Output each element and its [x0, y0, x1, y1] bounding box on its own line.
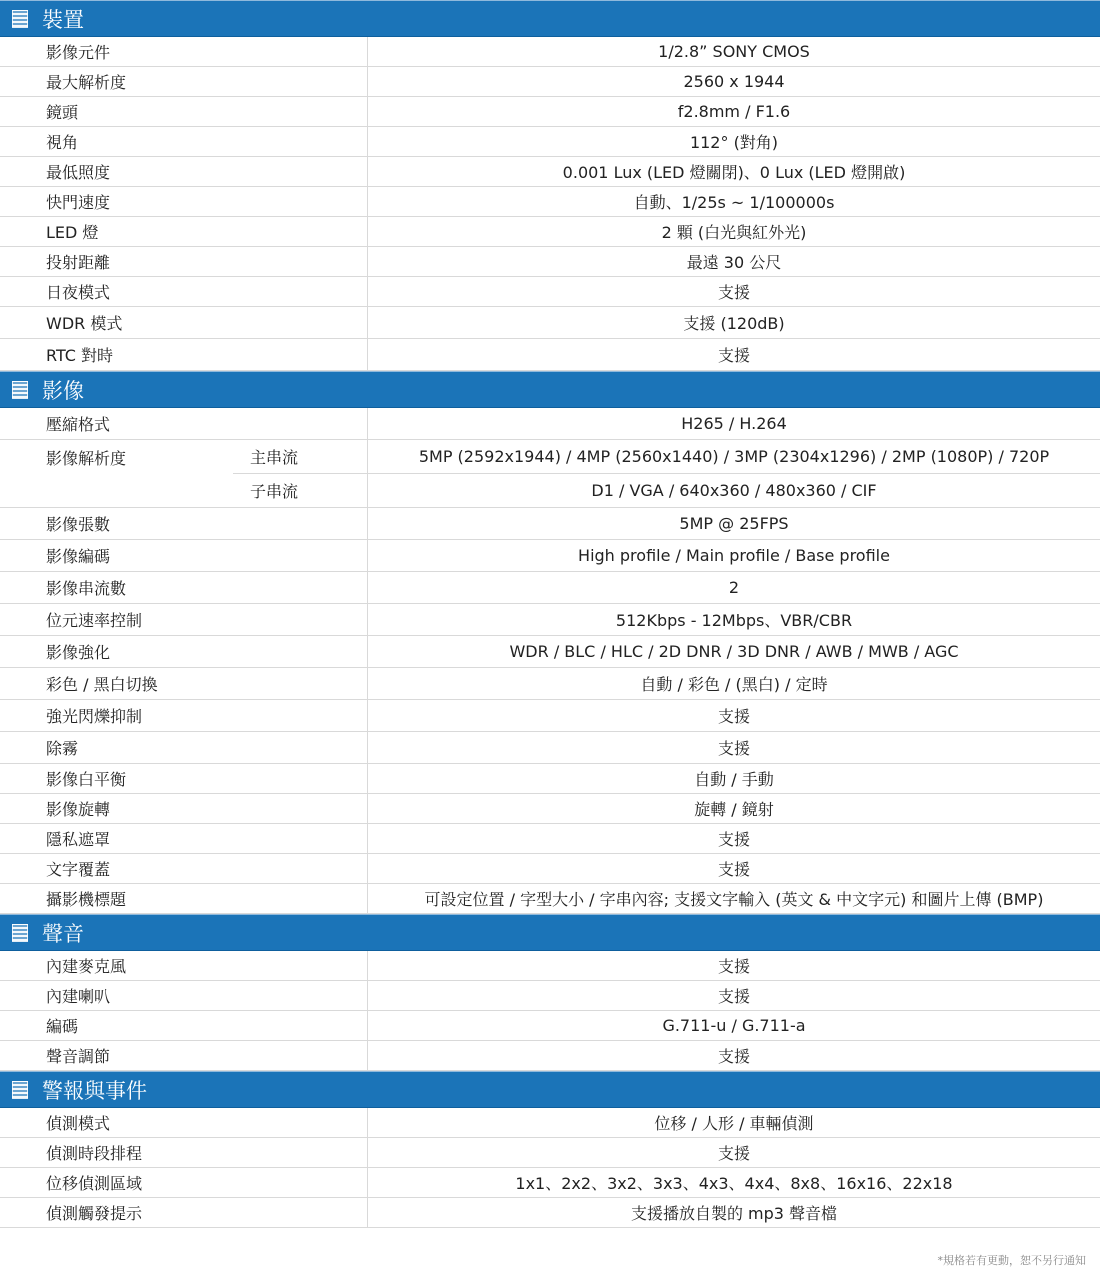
spec-row: [0, 37, 1100, 67]
spec-value: G.711-u / G.711-a: [662, 1016, 806, 1035]
spec-row: [0, 572, 1100, 604]
section-bullet-icon: [12, 1081, 28, 1099]
main-stream-value: 5MP (2592x1944) / 4MP (2560x1440) / 3MP (2304x1296) / 2MP (1080P) / 720P: [418, 447, 1050, 466]
spec-value: 支援: [717, 707, 750, 726]
spec-value: 支援: [717, 1144, 750, 1163]
spec-value: 可設定位置 / 字型大小 / 字串內容; 支援文字輸入 (英文 & 中文字元) 和圖片上傳 (BMP): [424, 890, 1044, 909]
spec-label: 位移偵測區域: [0, 1168, 368, 1197]
resolution-group: [0, 440, 1100, 508]
spec-label: LED 燈: [0, 217, 368, 246]
spec-label: 壓縮格式: [0, 408, 368, 439]
spec-row: [0, 187, 1100, 217]
spec-row: [0, 636, 1100, 668]
spec-value: 自動 / 手動: [694, 770, 774, 789]
section-title: 聲音: [42, 921, 84, 946]
spec-value: 支援: [717, 957, 750, 976]
spec-label: 內建喇叭: [0, 981, 368, 1010]
spec-row: [0, 1138, 1100, 1168]
spec-value: 1x1、2x2、3x2、3x3、4x3、4x4、8x8、16x16、22x18: [515, 1174, 953, 1193]
footnote: *規格若有更動，恕不另行通知: [937, 1254, 1086, 1267]
spec-label: 影像強化: [0, 636, 368, 667]
spec-value: f2.8mm / F1.6: [677, 102, 791, 121]
spec-label: 偵測觸發提示: [0, 1198, 368, 1227]
spec-row: [0, 307, 1100, 339]
spec-value: 自動、1/25s ~ 1/100000s: [633, 193, 835, 212]
spec-row: [0, 700, 1100, 732]
spec-row: [0, 1168, 1100, 1198]
spec-row: [0, 1198, 1100, 1228]
section-title: 裝置: [42, 7, 84, 32]
spec-row: [0, 884, 1100, 914]
spec-row: [0, 339, 1100, 371]
spec-label: 偵測時段排程: [0, 1138, 368, 1167]
spec-row: [0, 157, 1100, 187]
spec-row: [0, 97, 1100, 127]
spec-value: 5MP @ 25FPS: [679, 514, 789, 533]
spec-row: [0, 67, 1100, 97]
spec-value: 自動 / 彩色 / (黑白) / 定時: [640, 675, 828, 694]
spec-value: 旋轉 / 鏡射: [694, 800, 774, 819]
spec-label: 快門速度: [0, 187, 368, 216]
spec-value: 支援: [717, 283, 750, 302]
spec-label: RTC 對時: [0, 339, 368, 370]
section-title: 警報與事件: [42, 1078, 147, 1103]
resolution-substreams: [233, 440, 1100, 507]
spec-row: [0, 854, 1100, 884]
video-rows: [0, 408, 1100, 914]
spec-label: 影像解析度: [46, 449, 127, 468]
spec-label: 最低照度: [0, 157, 368, 186]
sub-stream-value: D1 / VGA / 640x360 / 480x360 / CIF: [591, 481, 877, 500]
spec-value: 支援: [717, 830, 750, 849]
spec-value: 支援: [717, 860, 750, 879]
spec-row: [0, 217, 1100, 247]
spec-row: [0, 981, 1100, 1011]
spec-value: 最遠 30 公尺: [686, 253, 782, 272]
spec-label: 編碼: [0, 1011, 368, 1040]
spec-value: 支援: [717, 739, 750, 758]
section-bullet-icon: [12, 10, 28, 28]
spec-value: 支援: [717, 346, 750, 365]
spec-label: 日夜模式: [0, 277, 368, 306]
section-title: 影像: [42, 378, 84, 403]
spec-label: 偵測模式: [0, 1108, 368, 1137]
spec-row: [0, 247, 1100, 277]
section-header-alarm: [0, 1071, 1100, 1108]
spec-row: [0, 540, 1100, 572]
spec-label: 攝影機標題: [0, 884, 368, 913]
spec-label: 影像編碼: [0, 540, 368, 571]
spec-label: 影像旋轉: [0, 794, 368, 823]
spec-value: 2: [728, 578, 740, 597]
spec-value: 512Kbps - 12Mbps、VBR/CBR: [615, 611, 853, 630]
spec-label: 強光閃爍抑制: [0, 700, 368, 731]
spec-label: WDR 模式: [0, 307, 368, 338]
spec-row: [0, 951, 1100, 981]
spec-row: [0, 408, 1100, 440]
spec-row: [0, 794, 1100, 824]
spec-label: 文字覆蓋: [0, 854, 368, 883]
section-bullet-icon: [12, 381, 28, 399]
spec-value: 支援 (120dB): [683, 314, 785, 333]
spec-value: 0.001 Lux (LED 燈關閉)、0 Lux (LED 燈開啟): [562, 163, 906, 182]
section-header-audio: [0, 914, 1100, 951]
alarm-rows: [0, 1108, 1100, 1228]
spec-value: 2 顆 (白光與紅外光): [661, 223, 807, 242]
section-header-device: [0, 0, 1100, 37]
main-stream-row: [233, 440, 1100, 473]
spec-value: High profile / Main profile / Base profile: [578, 546, 890, 565]
spec-label: 影像白平衡: [0, 764, 368, 793]
spec-label: 聲音調節: [0, 1041, 368, 1070]
device-rows: [0, 37, 1100, 371]
spec-value: WDR / BLC / HLC / 2D DNR / 3D DNR / AWB / MWB / AGC: [509, 642, 959, 661]
spec-value: 112° (對角): [689, 133, 779, 152]
spec-label: 最大解析度: [0, 67, 368, 96]
spec-row: [0, 1041, 1100, 1071]
spec-label: 隱私遮罩: [0, 824, 368, 853]
spec-value: 2560 x 1944: [683, 72, 785, 91]
sub-stream-label: 子串流: [233, 474, 368, 507]
spec-row: [0, 508, 1100, 540]
spec-row: [0, 604, 1100, 636]
spec-label: 影像元件: [0, 37, 368, 66]
spec-label: 彩色 / 黑白切換: [0, 668, 368, 699]
spec-row: [0, 764, 1100, 794]
spec-row: [0, 127, 1100, 157]
spec-label: 除霧: [0, 732, 368, 763]
section-bullet-icon: [12, 924, 28, 942]
spec-label: 影像串流數: [0, 572, 368, 603]
section-header-video: [0, 371, 1100, 408]
spec-row: [0, 732, 1100, 764]
spec-label: 影像張數: [0, 508, 368, 539]
spec-label: 位元速率控制: [0, 604, 368, 635]
spec-label: 鏡頭: [0, 97, 368, 126]
spec-label: 投射距離: [0, 247, 368, 276]
spec-value: 位移 / 人形 / 車輛偵測: [654, 1114, 814, 1133]
spec-row: [0, 277, 1100, 307]
audio-rows: [0, 951, 1100, 1071]
spec-value: 1/2.8” SONY CMOS: [658, 42, 810, 61]
main-stream-label: 主串流: [233, 440, 368, 473]
spec-row: [0, 1011, 1100, 1041]
spec-label: 視角: [0, 127, 368, 156]
spec-row: [0, 824, 1100, 854]
spec-row: [0, 668, 1100, 700]
spec-label: 內建麥克風: [0, 951, 368, 980]
spec-value: 支援: [717, 1047, 750, 1066]
spec-value: 支援播放自製的 mp3 聲音檔: [630, 1204, 838, 1223]
sub-stream-row: [233, 473, 1100, 507]
spec-value: 支援: [717, 987, 750, 1006]
spec-row: [0, 1108, 1100, 1138]
spec-value: H265 / H.264: [681, 414, 787, 433]
